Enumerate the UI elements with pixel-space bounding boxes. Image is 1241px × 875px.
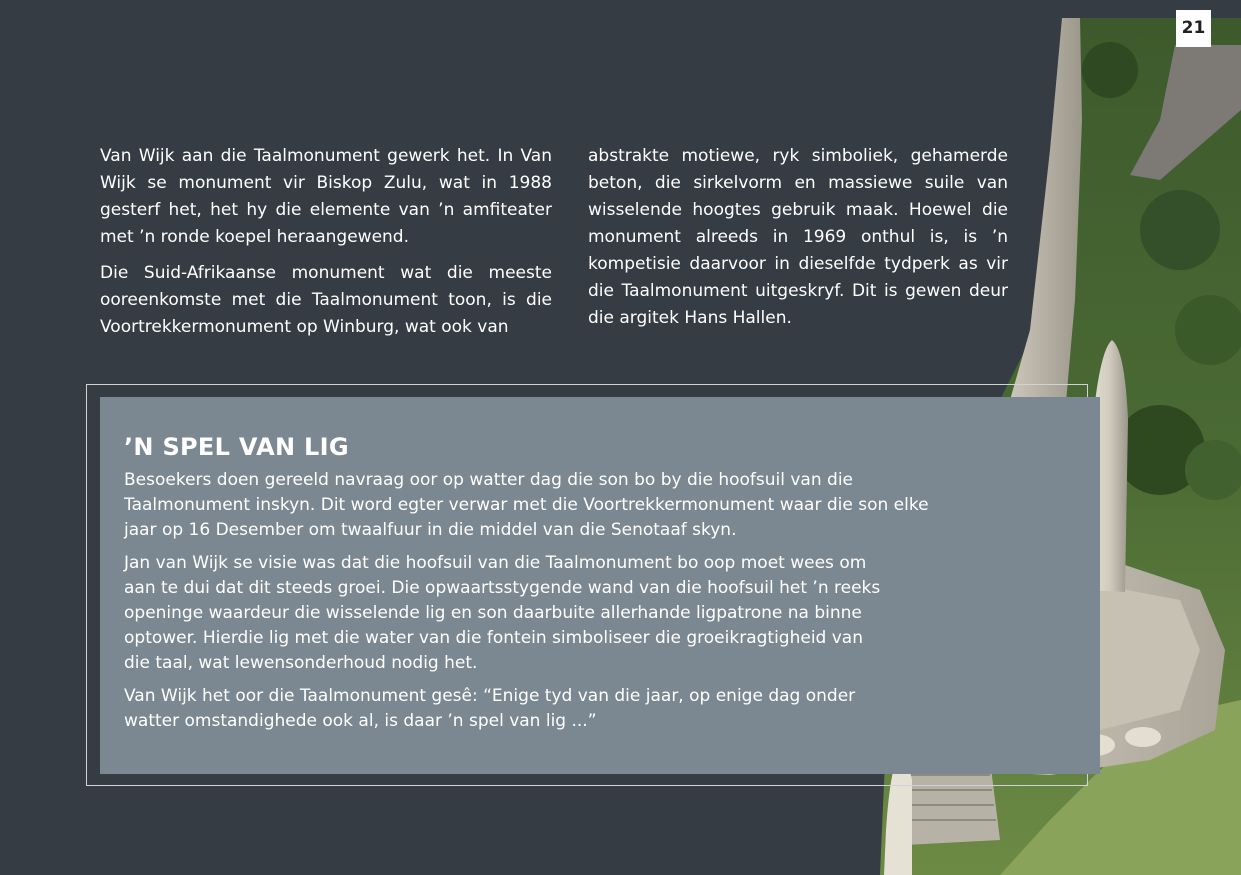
sidebar-paragraph: Besoekers doen gereeld navraag oor op watter dag die son bo by die hoofsuil van die Taalmonument inskyn. Dit word egter verwar met die Voortrekkermonument waar die son elke jaar op 16 Desember om twaalfuur in die middel van die Senotaaf skyn. [124,470,929,540]
paragraph: Die Suid-Afrikaanse monument wat die meeste ooreenkomste met die Taalmonument toon, is die Voortrekkermonument op Winburg, wat ook van [100,263,552,337]
sidebar-heading: ’N SPEL VAN LIG [124,433,349,461]
paragraph: abstrakte motiewe, ryk simboliek, gehamerde beton, die sirkelvorm en massiewe suile van wisselende hoogtes gebruik maak. Hoewel die monument alreeds in 1969 onthul is, is ’n kompetisie daarvoor in dieselfde tydperk as vir die Taalmonument uitgeskryf. Dit is gewen deur die argitek Hans Hallen. [588,146,1008,328]
sidebar-paragraph: Jan van Wijk se visie was dat die hoofsuil van die Taalmonument bo oop moet wees om aan te dui dat dit steeds groei. Die opwaartsstygende wand van die hoofsuil het ’n reeks openinge waardeur die wisselende lig en son daarbuite allerhande ligpatrone na binne optower. Hierdie lig met die water van die fontein simboliseer die groeikragtigheid van die taal, wat lewensonderhoud nodig het. [124,553,881,673]
body-column-left [100,143,552,350]
body-column-right [588,143,1008,341]
page-number: 21 [1176,10,1211,47]
sidebar-text [124,468,936,742]
paragraph: Van Wijk aan die Taalmonument gewerk het. In Van Wijk se monument vir Biskop Zulu, wat in 1988 gesterf het, het hy die elemente van ’n amfiteater met ’n ronde koepel heraangewend. [100,146,552,247]
sidebar-paragraph: Van Wijk het oor die Taalmonument gesê: “Enige tyd van die jaar, op enige dag onder watter omstandighede ook al, is daar ’n spel van lig ...” [124,686,856,731]
